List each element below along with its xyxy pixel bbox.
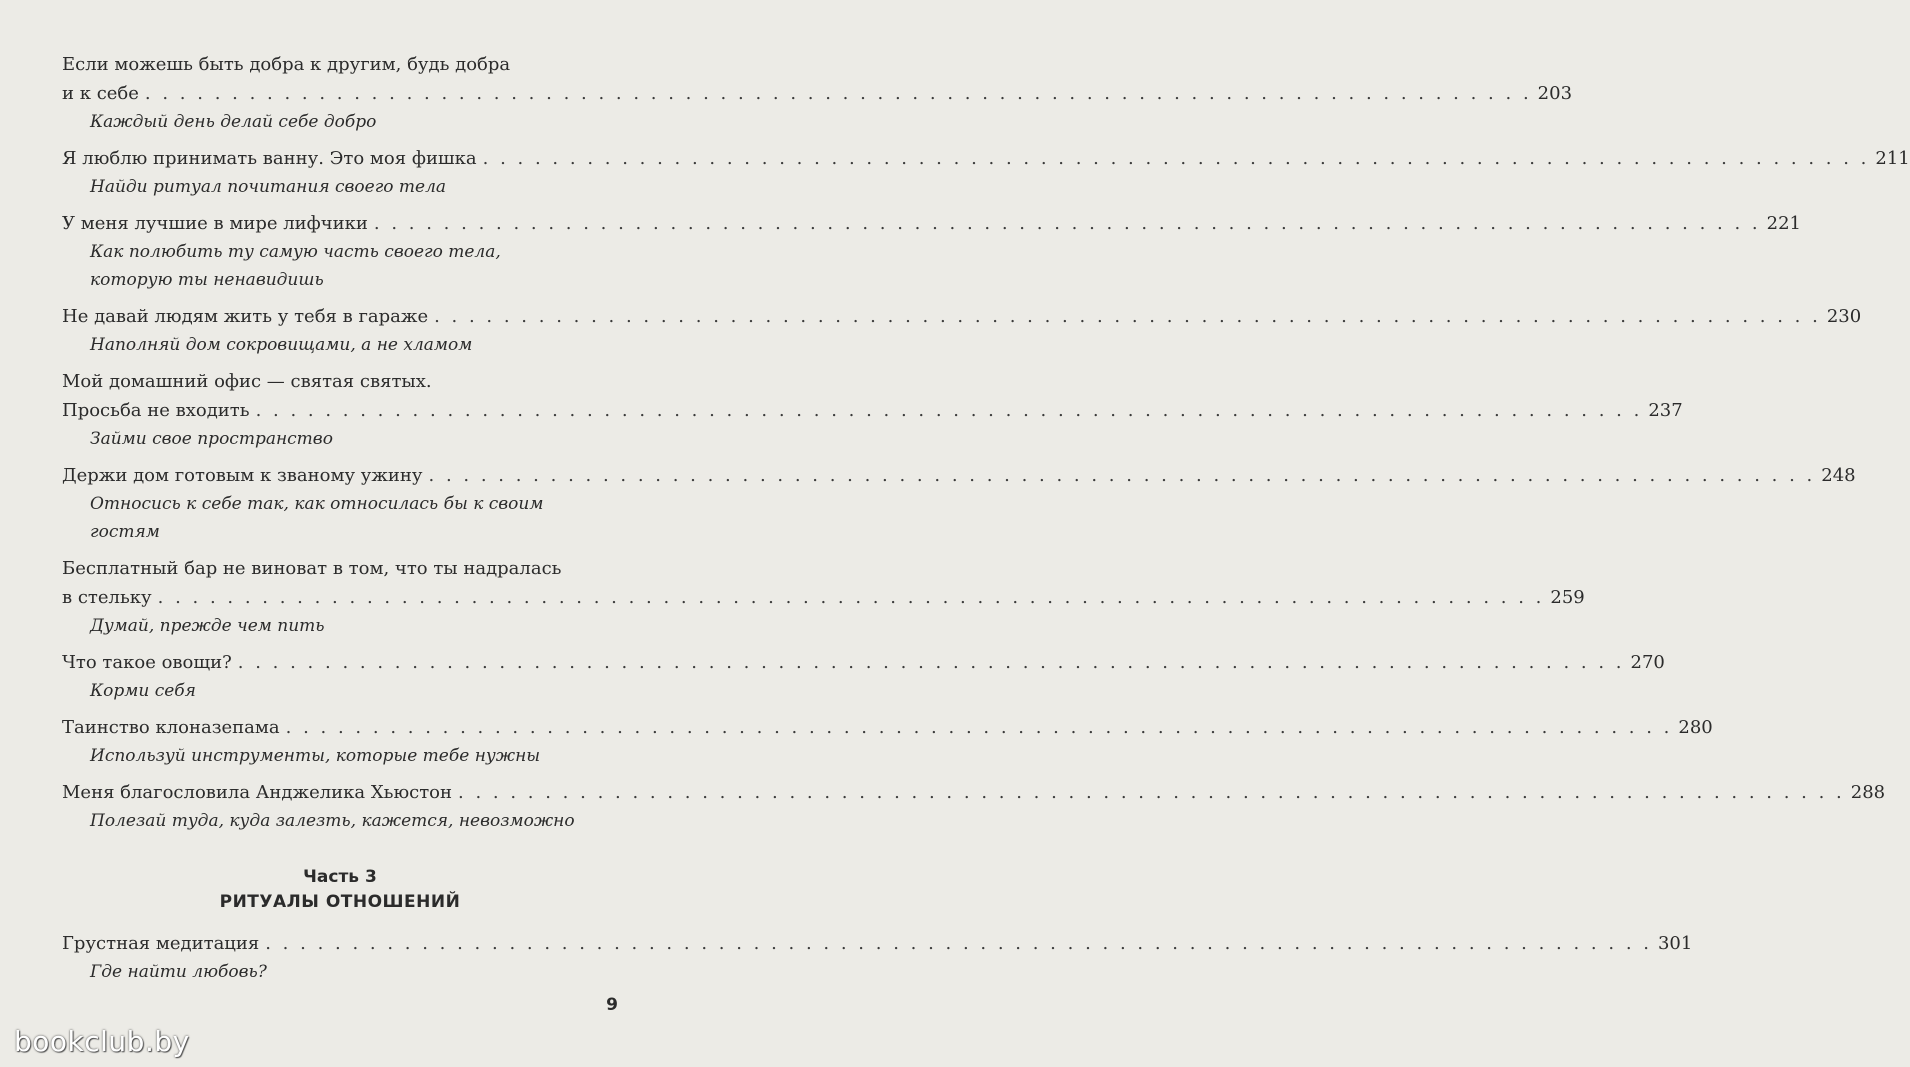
dot-leader: . . . . . . . . . . . . . . . . . . . . . . . . . . . . . . . . . . . . . . . . . . . . . . . . . . . . . . . . . . . . . . . . . . . . . . . . . . . . . . . .	[434, 306, 1821, 327]
toc-entry-title: Грустная медитация	[62, 933, 260, 954]
toc-page-number: 248	[1821, 465, 1856, 486]
toc-entry-row	[62, 209, 1802, 238]
dot-leader: . . . . . . . . . . . . . . . . . . . . . . . . . . . . . . . . . . . . . . . . . . . . . . . . . . . . . . . . . . . . . . . . . . . . . . . . . . . . . . . .	[285, 717, 1673, 738]
dot-leader: . . . . . . . . . . . . . . . . . . . . . . . . . . . . . . . . . . . . . . . . . . . . . . . . . . . . . . . . . . . . . . . . . . . . . . . . . . . . . . . .	[255, 400, 1643, 421]
toc-entry-subtitle: Думай, прежде чем пить	[90, 616, 325, 636]
toc-page-number: 301	[1657, 933, 1693, 954]
table-of-contents	[62, 50, 1910, 994]
toc-entry-title: Таинство клоназепама	[62, 717, 280, 738]
toc-entry-subtitle: Полезай туда, куда залезть, кажется, невозможно	[90, 811, 575, 831]
toc-entry-title: в стельку	[62, 587, 152, 608]
toc-entry-title: Мой домашний офис — святая святых.	[62, 371, 432, 392]
toc-entry	[62, 209, 1802, 294]
toc-entry-title: Не давай людям жить у тебя в гараже	[62, 306, 429, 327]
toc-entry-title: и к себе	[62, 83, 139, 104]
toc-entry-row	[62, 396, 1683, 425]
toc-entry-title: Держи дом готовым к званому ужину	[62, 465, 423, 486]
toc-entry-title: Бесплатный бар не виноват в том, что ты надралась	[62, 558, 562, 579]
dot-leader: . . . . . . . . . . . . . . . . . . . . . . . . . . . . . . . . . . . . . . . . . . . . . . . . . . . . . . . . . . . . . . . . . . . . . . . . . . . . . . . .	[157, 587, 1545, 608]
toc-entry-subtitle: гостям	[90, 522, 160, 542]
toc-entry-row	[62, 778, 1886, 807]
toc-entry-row	[62, 144, 1910, 173]
toc-entry-title: У меня лучшие в мире лифчики	[62, 213, 368, 234]
toc-page-number: 203	[1537, 83, 1573, 104]
toc-entry	[62, 713, 1713, 770]
toc-entry	[62, 929, 1693, 986]
toc-entry-title: Просьба не входить	[62, 400, 250, 421]
dot-leader: . . . . . . . . . . . . . . . . . . . . . . . . . . . . . . . . . . . . . . . . . . . . . . . . . . . . . . . . . . . . . . . . . . . . . . . . . . . . . . . .	[265, 933, 1652, 954]
toc-page-number: 259	[1550, 587, 1585, 608]
toc-entry	[62, 367, 1683, 453]
toc-page-number: 288	[1850, 782, 1886, 803]
toc-entry	[62, 50, 1573, 136]
toc-entry-title: Что такое овощи?	[62, 652, 232, 673]
watermark-logo: bookclub.by	[14, 1025, 190, 1058]
toc-entry	[62, 302, 1862, 359]
toc-entry-subtitle: которую ты ненавидишь	[90, 270, 324, 290]
toc-entry-subtitle: Как полюбить ту самую часть своего тела,	[90, 242, 501, 262]
dot-leader: . . . . . . . . . . . . . . . . . . . . . . . . . . . . . . . . . . . . . . . . . . . . . . . . . . . . . . . . . . . . . . . . . . . . . . . . . . . . . . . .	[458, 782, 1845, 803]
toc-entry-subtitle: Найди ритуал почитания своего тела	[90, 177, 447, 197]
toc-entry-title: Меня благословила Анджелика Хьюстон	[62, 782, 453, 803]
toc-page-number: 237	[1648, 400, 1683, 421]
part-heading	[62, 865, 618, 915]
toc-entry-row	[62, 583, 1585, 612]
toc-page-number: 280	[1678, 717, 1713, 738]
toc-entry-subtitle: Займи свое пространство	[90, 429, 333, 449]
toc-entry-row	[62, 79, 1573, 108]
toc-entry	[62, 461, 1856, 546]
part-label: Часть 3	[303, 867, 377, 887]
toc-entry-title: Если можешь быть добра к другим, будь добра	[62, 54, 511, 75]
toc-entry-subtitle: Каждый день делай себе добро	[90, 112, 377, 132]
toc-entry-title: Я люблю принимать ванну. Это моя фишка	[62, 148, 477, 169]
toc-page-number: 270	[1630, 652, 1665, 673]
page-number: 9	[606, 995, 618, 1015]
toc-entry-row	[62, 713, 1713, 742]
toc-page-number: 221	[1766, 213, 1802, 234]
dot-leader: . . . . . . . . . . . . . . . . . . . . . . . . . . . . . . . . . . . . . . . . . . . . . . . . . . . . . . . . . . . . . . . . . . . . . . . . . . . . . . . .	[237, 652, 1625, 673]
toc-entry-row	[62, 302, 1862, 331]
toc-entry-subtitle: Относись к себе так, как относилась бы к своим	[90, 494, 544, 514]
dot-leader: . . . . . . . . . . . . . . . . . . . . . . . . . . . . . . . . . . . . . . . . . . . . . . . . . . . . . . . . . . . . . . . . . . . . . . . . . . . . . . . .	[482, 148, 1870, 169]
toc-entry-row	[62, 929, 1693, 958]
toc-list-part-3	[62, 929, 1693, 986]
toc-entry-row	[62, 648, 1665, 677]
toc-entry	[62, 778, 1886, 835]
toc-page-number: 211	[1875, 148, 1910, 169]
dot-leader: . . . . . . . . . . . . . . . . . . . . . . . . . . . . . . . . . . . . . . . . . . . . . . . . . . . . . . . . . . . . . . . . . . . . . . . . . . . . . . . .	[428, 465, 1816, 486]
toc-entry-subtitle: Корми себя	[90, 681, 196, 701]
toc-entry-row	[62, 461, 1856, 490]
dot-leader: . . . . . . . . . . . . . . . . . . . . . . . . . . . . . . . . . . . . . . . . . . . . . . . . . . . . . . . . . . . . . . . . . . . . . . . . . . . . . . . .	[373, 213, 1761, 234]
toc-entry-subtitle: Где найти любовь?	[90, 962, 267, 982]
part-title: РИТУАЛЫ ОТНОШЕНИЙ	[219, 892, 461, 912]
toc-entry-subtitle: Используй инструменты, которые тебе нужны	[90, 746, 541, 766]
toc-entry	[62, 648, 1665, 705]
toc-page-number: 230	[1826, 306, 1862, 327]
toc-entry-subtitle: Наполняй дом сокровищами, а не хламом	[90, 335, 473, 355]
toc-list	[62, 50, 1910, 835]
toc-entry	[62, 554, 1585, 640]
dot-leader: . . . . . . . . . . . . . . . . . . . . . . . . . . . . . . . . . . . . . . . . . . . . . . . . . . . . . . . . . . . . . . . . . . . . . . . . . . . . . . . .	[144, 83, 1532, 104]
toc-entry	[62, 144, 1910, 201]
